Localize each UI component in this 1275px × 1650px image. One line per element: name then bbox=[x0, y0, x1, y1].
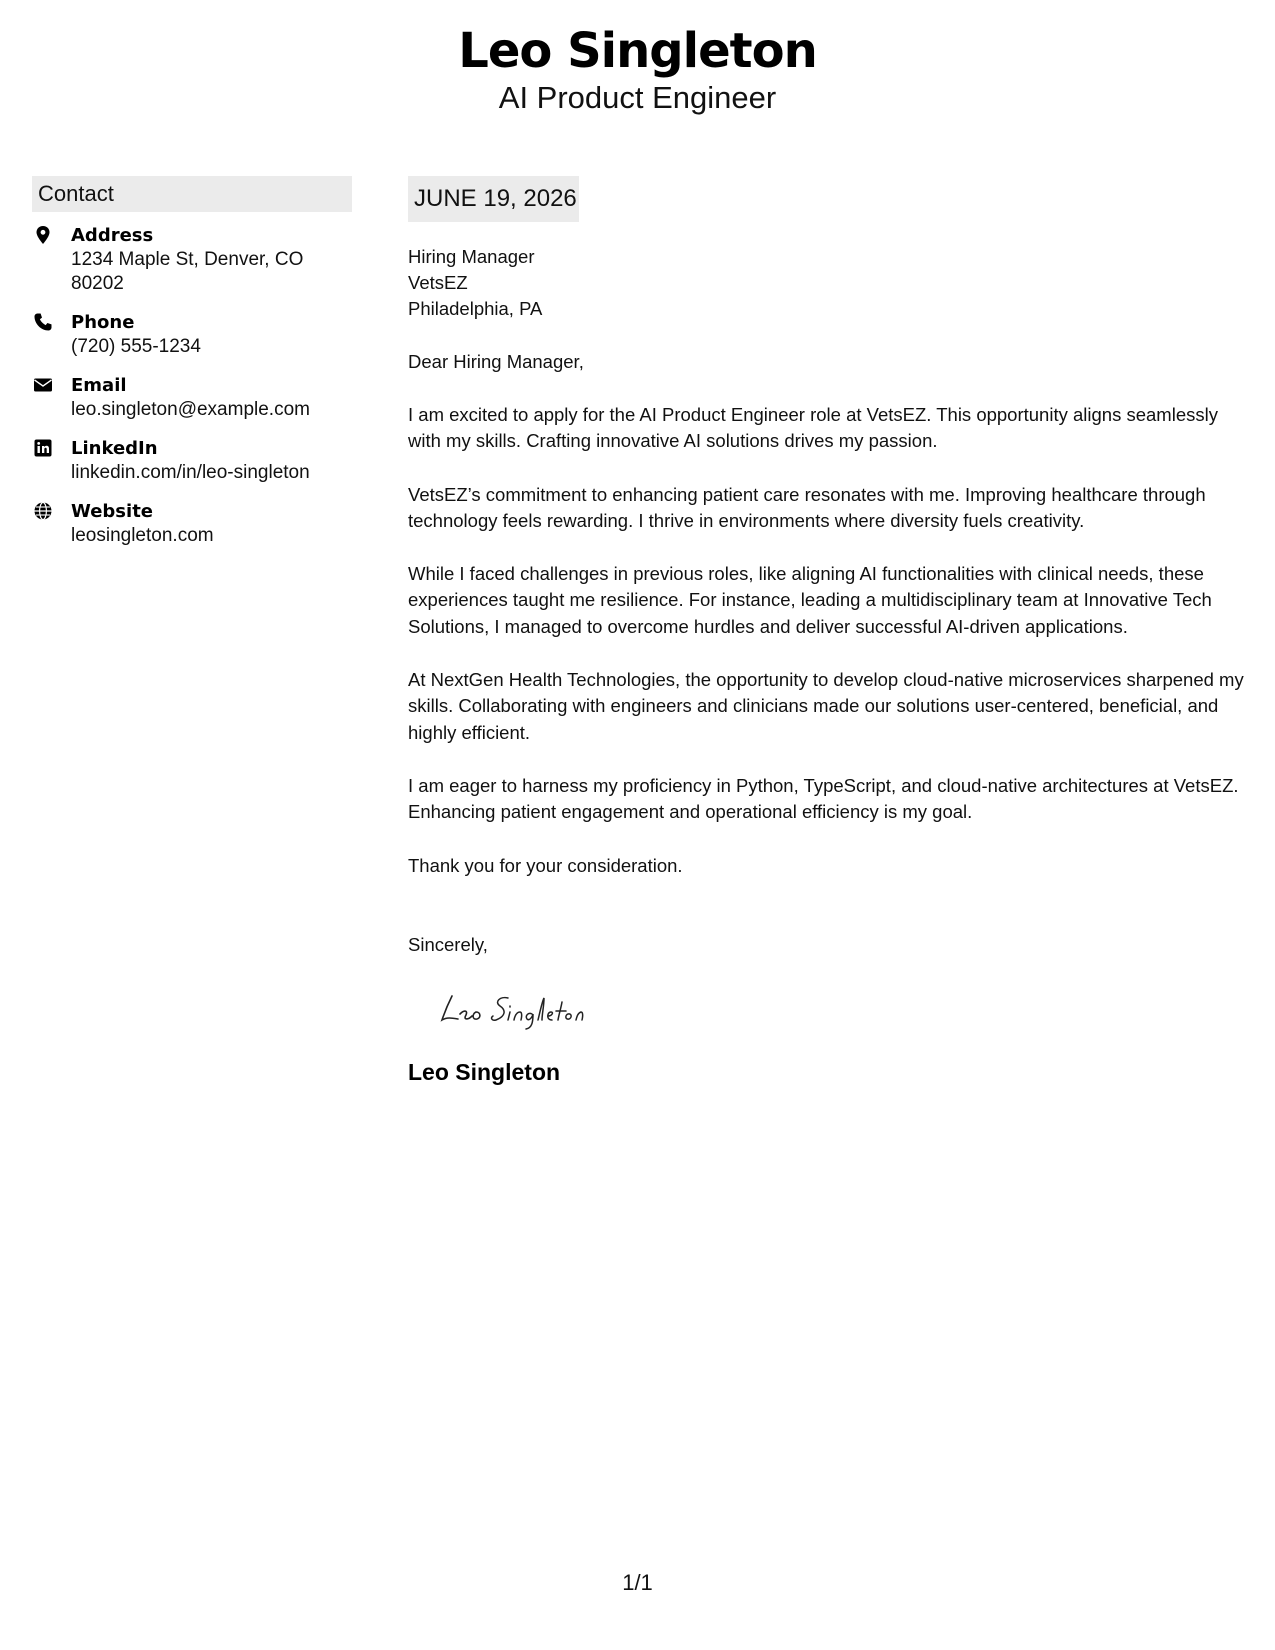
body-paragraph: I am excited to apply for the AI Product Engineer role at VetsEZ. This opportunity aligns seamlessly with my skills. Crafting innovative AI solutions drives my passion. bbox=[408, 404, 1218, 452]
contact-label-phone: Phone bbox=[71, 312, 135, 333]
applicant-title: AI Product Engineer bbox=[498, 80, 777, 115]
signed-name: Leo Singleton bbox=[408, 1058, 561, 1085]
contact-item-phone bbox=[32, 311, 352, 359]
applicant-name: Leo Singleton bbox=[458, 23, 817, 79]
contact-value-phone: (720) 555-1234 bbox=[71, 336, 201, 357]
letter-header bbox=[0, 22, 1275, 116]
contact-item-linkedin bbox=[32, 437, 352, 485]
greeting: Dear Hiring Manager, bbox=[408, 351, 584, 372]
contact-list bbox=[32, 224, 352, 548]
body-paragraph: VetsEZ’s commitment to enhancing patient care resonates with me. Improving healthcare through technology feels rewarding. I thrive in environments where diversity fuels creativity. bbox=[408, 483, 1206, 531]
closing: Sincerely, bbox=[408, 933, 488, 955]
contact-item-address bbox=[32, 224, 352, 296]
contact-heading: Contact bbox=[32, 176, 352, 212]
contact-value-linkedin: linkedin.com/in/leo-singleton bbox=[71, 462, 310, 483]
body-paragraph: Thank you for your consideration. bbox=[408, 854, 683, 876]
map-pin-icon bbox=[33, 225, 53, 245]
recipient-company: VetsEZ bbox=[408, 272, 468, 293]
contact-value-website: leosingleton.com bbox=[71, 525, 214, 546]
contact-label-website: Website bbox=[71, 501, 154, 522]
body-paragraph: I am eager to harness my proficiency in Python, TypeScript, and cloud-native architectures at VetsEZ. Enhancing patient engagement and operational efficiency is my goal. bbox=[408, 774, 1239, 823]
contact-value-address: 1234 Maple St, Denver, CO 80202 bbox=[71, 249, 304, 294]
contact-sidebar bbox=[32, 176, 352, 563]
contact-item-email bbox=[32, 374, 352, 422]
page-number: 1/1 bbox=[622, 1570, 653, 1595]
phone-icon bbox=[33, 312, 53, 332]
linkedin-icon bbox=[33, 438, 53, 458]
contact-label-linkedin: LinkedIn bbox=[71, 438, 158, 459]
contact-label-address: Address bbox=[71, 225, 154, 246]
recipient-name: Hiring Manager bbox=[408, 246, 535, 267]
letter-body bbox=[408, 176, 1248, 1086]
envelope-icon bbox=[33, 375, 53, 395]
letter-date: JUNE 19, 2026 bbox=[408, 176, 579, 222]
contact-label-email: Email bbox=[71, 375, 127, 396]
contact-value-email: leo.singleton@example.com bbox=[71, 399, 310, 420]
body-paragraph: At NextGen Health Technologies, the opportunity to develop cloud-native microservices sharpened my skills. Collaborating with engineers and clinicians made our solutions user-centered, beneficial, and highly efficient. bbox=[408, 669, 1244, 743]
body-paragraph: While I faced challenges in previous roles, like aligning AI functionalities with clinical needs, these experiences taught me resilience. For instance, leading a multidisciplinary team at Innovative Tech Solutions, I managed to overcome hurdles and deliver successful AI-driven applications. bbox=[408, 563, 1212, 637]
recipient-location: Philadelphia, PA bbox=[408, 298, 543, 319]
contact-item-website bbox=[32, 500, 352, 548]
globe-icon bbox=[33, 501, 53, 521]
handwritten-signature bbox=[438, 984, 638, 1032]
recipient-block bbox=[408, 244, 1248, 322]
